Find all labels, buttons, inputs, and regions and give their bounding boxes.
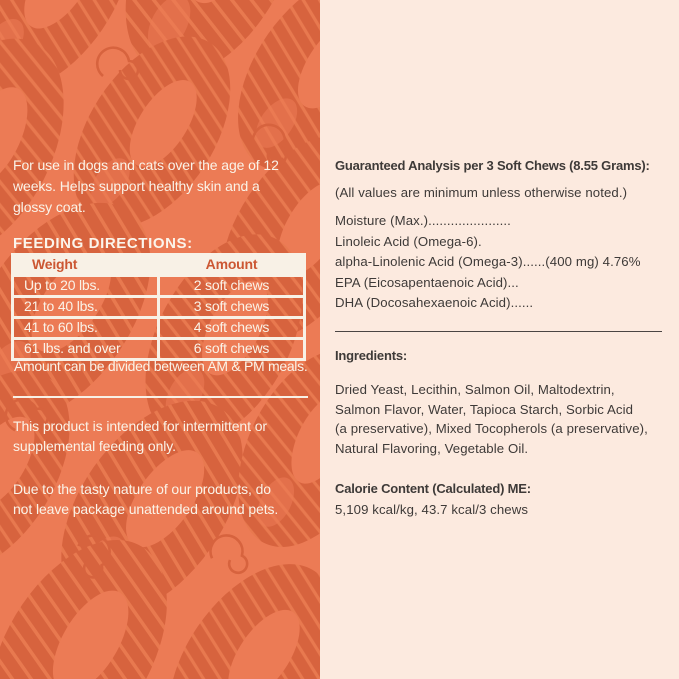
intermittent-feeding-statement <box>13 417 267 456</box>
table-row <box>13 297 305 318</box>
calorie-content-value: 5,109 kcal/kg, 43.7 kcal/3 chews <box>335 502 529 517</box>
table-header-row <box>13 255 305 276</box>
ingredients-line: Dried Yeast, Lecithin, Salmon Oil, Maltodextrin, <box>335 382 615 397</box>
weight-cell: 61 lbs. and over <box>13 339 159 360</box>
table-header-amount: Amount <box>159 255 305 276</box>
ingredients-line: (a preservative), Mixed Tocopherols (a preservative), <box>335 421 648 436</box>
weight-cell: 21 to 40 lbs. <box>13 297 159 318</box>
analysis-item-dha: DHA (Docosahexaenoic Acid)...... <box>335 295 534 310</box>
analysis-item-epa: EPA (Eicosapentaenoic Acid)... <box>335 274 519 290</box>
statement-line: This product is intended for intermittent or <box>13 418 267 434</box>
ingredients-line: Salmon Flavor, Water, Tapioca Starch, Sorbic Acid <box>335 401 634 417</box>
analysis-panel <box>320 0 679 679</box>
guaranteed-analysis-heading: Guaranteed Analysis per 3 Soft Chews (8.55 Grams): <box>335 158 650 173</box>
table-header-weight: Weight <box>13 255 159 276</box>
usage-statement-line: glossy coat. <box>13 199 86 215</box>
horizontal-divider <box>13 396 308 398</box>
ingredients-heading: Ingredients: <box>335 348 407 363</box>
package-warning-statement <box>13 480 278 519</box>
statement-line: supplemental feeding only. <box>13 437 176 454</box>
statement-line: not leave package unattended around pets. <box>13 500 279 517</box>
usage-statement-line: For use in dogs and cats over the age of 12 <box>13 157 279 173</box>
calorie-content-heading: Calorie Content (Calculated) ME: <box>335 481 531 496</box>
usage-statement <box>13 155 279 218</box>
amount-cell: 3 soft chews <box>159 297 305 318</box>
table-row <box>13 276 305 297</box>
ingredients-line: Natural Flavoring, Vegetable Oil. <box>335 440 529 456</box>
analysis-item-alpha-linolenic: alpha-Linolenic Acid (Omega-3)......(400 mg) 4.76% <box>335 254 641 269</box>
feeding-directions-heading: FEEDING DIRECTIONS: <box>13 235 193 252</box>
table-row <box>13 318 305 339</box>
weight-cell: Up to 20 lbs. <box>13 276 159 297</box>
analysis-item-linoleic: Linoleic Acid (Omega-6). <box>335 233 482 249</box>
weight-cell: 41 to 60 lbs. <box>13 318 159 339</box>
analysis-item-moisture: Moisture (Max.)...................... <box>335 213 511 228</box>
feeding-directions-table <box>11 253 306 361</box>
horizontal-divider <box>335 331 662 332</box>
amount-cell: 2 soft chews <box>159 276 305 297</box>
amount-cell: 4 soft chews <box>159 318 305 339</box>
feeding-note: Amount can be divided between AM & PM meals. <box>14 358 308 374</box>
amount-cell: 6 soft chews <box>159 339 305 360</box>
statement-line: Due to the tasty nature of our products, do <box>13 481 271 497</box>
feeding-panel <box>0 0 320 679</box>
ingredients-list <box>335 380 648 458</box>
feeding-panel-content <box>0 0 320 679</box>
guaranteed-analysis-list <box>335 211 641 314</box>
guaranteed-analysis-note: (All values are minimum unless otherwise noted.) <box>335 185 628 200</box>
usage-statement-line: weeks. Helps support healthy skin and a <box>13 178 260 194</box>
